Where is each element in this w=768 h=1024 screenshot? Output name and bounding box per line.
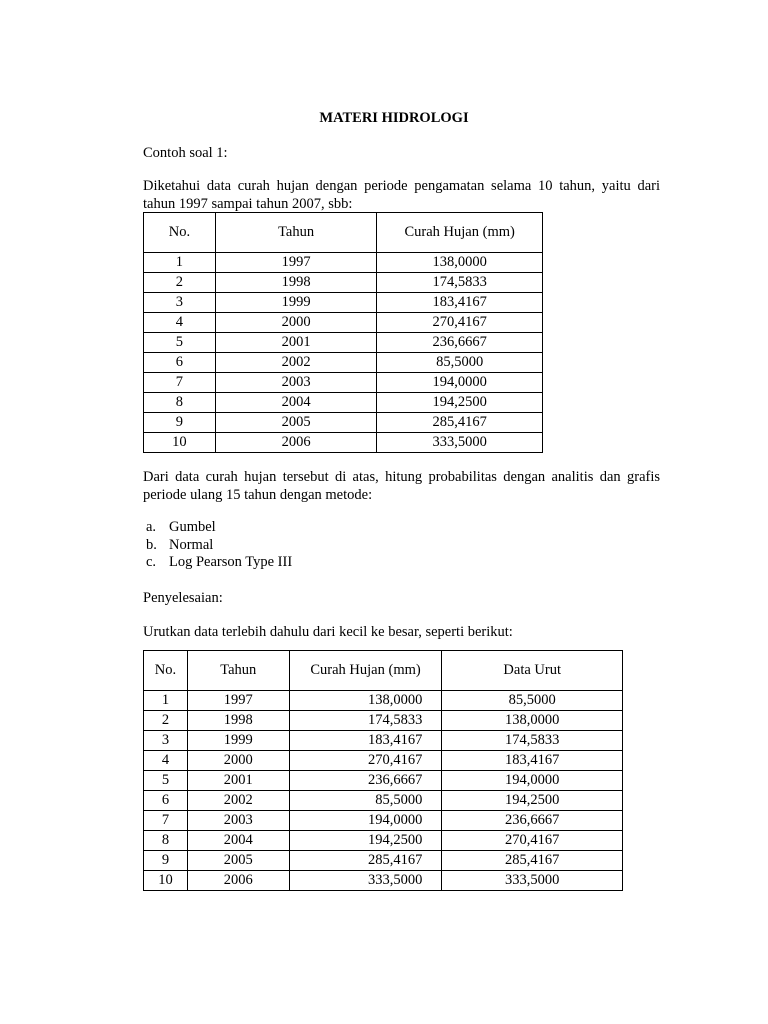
table-cell: 4 — [144, 313, 216, 333]
table-cell: 2004 — [215, 393, 377, 413]
table-row — [144, 333, 543, 353]
table-cell: 85,5000 — [289, 791, 442, 811]
table-cell: 1997 — [215, 253, 377, 273]
table-cell: 333,5000 — [289, 871, 442, 891]
table-cell: 194,2500 — [442, 791, 623, 811]
table-cell: 174,5833 — [289, 711, 442, 731]
table-cell: 1998 — [187, 711, 289, 731]
list-item — [146, 537, 292, 555]
column-header-no: No. — [144, 651, 188, 691]
table-cell: 236,6667 — [289, 771, 442, 791]
table-row — [144, 831, 623, 851]
table-row — [144, 433, 543, 453]
table-cell: 2006 — [187, 871, 289, 891]
table-cell: 9 — [144, 413, 216, 433]
method-list — [146, 519, 292, 572]
table-cell: 1 — [144, 691, 188, 711]
column-header-data-urut: Data Urut — [442, 651, 623, 691]
table-cell: 194,2500 — [289, 831, 442, 851]
table-cell: 270,4167 — [289, 751, 442, 771]
column-header-curah-hujan: Curah Hujan (mm) — [289, 651, 442, 691]
table-cell: 1999 — [187, 731, 289, 751]
column-header-curah-hujan: Curah Hujan (mm) — [377, 213, 543, 253]
table-row — [144, 851, 623, 871]
table-row — [144, 711, 623, 731]
table-row — [144, 313, 543, 333]
table-cell: 174,5833 — [377, 273, 543, 293]
table-cell: 2 — [144, 711, 188, 731]
column-header-no: No. — [144, 213, 216, 253]
table-cell: 7 — [144, 811, 188, 831]
table-cell: 10 — [144, 433, 216, 453]
table-cell: 2003 — [215, 373, 377, 393]
rainfall-table — [143, 212, 543, 453]
table-cell: 8 — [144, 831, 188, 851]
table-row — [144, 871, 623, 891]
table-cell: 183,4167 — [377, 293, 543, 313]
table-cell: 1999 — [215, 293, 377, 313]
document-title: MATERI HIDROLOGI — [319, 110, 469, 126]
table-cell: 138,0000 — [289, 691, 442, 711]
table-row — [144, 253, 543, 273]
table-cell: 85,5000 — [442, 691, 623, 711]
sorted-rainfall-table — [143, 650, 623, 891]
table-row — [144, 771, 623, 791]
table-cell: 5 — [144, 333, 216, 353]
table-cell: 3 — [144, 293, 216, 313]
table-row — [144, 691, 623, 711]
table-cell: 194,2500 — [377, 393, 543, 413]
intro-line-1: Diketahui data curah hujan dengan periode pengamatan selama 10 tahun, yaitu dari — [143, 178, 660, 194]
table-row — [144, 731, 623, 751]
table-row — [144, 791, 623, 811]
table-cell: 2001 — [215, 333, 377, 353]
list-item — [146, 554, 292, 572]
table-row — [144, 393, 543, 413]
table-cell: 2002 — [215, 353, 377, 373]
table-cell: 4 — [144, 751, 188, 771]
table-cell: 2000 — [187, 751, 289, 771]
table-cell: 3 — [144, 731, 188, 751]
table-cell: 270,4167 — [442, 831, 623, 851]
question-paragraph — [143, 468, 660, 504]
table-cell: 138,0000 — [442, 711, 623, 731]
table-cell: 9 — [144, 851, 188, 871]
table-row — [144, 751, 623, 771]
table-row — [144, 413, 543, 433]
sorted-rainfall-table-body — [144, 691, 623, 891]
table-row — [144, 293, 543, 313]
list-item — [146, 519, 292, 537]
sort-instruction: Urutkan data terlebih dahulu dari kecil ke besar, seperti berikut: — [143, 624, 513, 640]
table-cell: 194,0000 — [377, 373, 543, 393]
table-cell: 2 — [144, 273, 216, 293]
table-cell: 6 — [144, 353, 216, 373]
table-cell: 270,4167 — [377, 313, 543, 333]
solution-label: Penyelesaian: — [143, 590, 223, 606]
table-cell: 10 — [144, 871, 188, 891]
table-cell: 7 — [144, 373, 216, 393]
table-cell: 85,5000 — [377, 353, 543, 373]
table-cell: 285,4167 — [442, 851, 623, 871]
question-line-2: periode ulang 15 tahun dengan metode: — [143, 487, 373, 503]
table-cell: 285,4167 — [289, 851, 442, 871]
table-cell: 194,0000 — [289, 811, 442, 831]
table-row — [144, 811, 623, 831]
intro-paragraph — [143, 177, 660, 213]
column-header-tahun: Tahun — [187, 651, 289, 691]
column-header-tahun: Tahun — [215, 213, 377, 253]
table-cell: 5 — [144, 771, 188, 791]
table-cell: 2005 — [187, 851, 289, 871]
table-row — [144, 353, 543, 373]
table-cell: 333,5000 — [377, 433, 543, 453]
table-cell: 2005 — [215, 413, 377, 433]
list-marker: b. — [146, 536, 157, 553]
table-cell: 2002 — [187, 791, 289, 811]
table-cell: 2001 — [187, 771, 289, 791]
table-cell: 236,6667 — [442, 811, 623, 831]
method-normal: Normal — [169, 536, 214, 553]
table-cell: 236,6667 — [377, 333, 543, 353]
table-cell: 138,0000 — [377, 253, 543, 273]
table-cell: 183,4167 — [442, 751, 623, 771]
method-log-pearson: Log Pearson Type III — [169, 554, 293, 570]
table-cell: 183,4167 — [289, 731, 442, 751]
table-row — [144, 273, 543, 293]
table-cell: 2004 — [187, 831, 289, 851]
table-cell: 1997 — [187, 691, 289, 711]
question-line-1: Dari data curah hujan tersebut di atas, hitung probabilitas dengan analitis dan grafis — [143, 469, 660, 485]
table-cell: 194,0000 — [442, 771, 623, 791]
table-cell: 8 — [144, 393, 216, 413]
table-cell: 1 — [144, 253, 216, 273]
table-row — [144, 373, 543, 393]
intro-line-2: tahun 1997 sampai tahun 2007, sbb: — [143, 196, 353, 212]
rainfall-table-body — [144, 253, 543, 453]
table-cell: 6 — [144, 791, 188, 811]
table-cell: 285,4167 — [377, 413, 543, 433]
method-gumbel: Gumbel — [169, 519, 216, 535]
example-label: Contoh soal 1: — [143, 145, 228, 161]
table-cell: 2000 — [215, 313, 377, 333]
table-cell: 333,5000 — [442, 871, 623, 891]
table-cell: 1998 — [215, 273, 377, 293]
list-marker: c. — [146, 554, 157, 570]
table-cell: 174,5833 — [442, 731, 623, 751]
list-marker: a. — [146, 519, 157, 535]
table-cell: 2006 — [215, 433, 377, 453]
table-cell: 2003 — [187, 811, 289, 831]
